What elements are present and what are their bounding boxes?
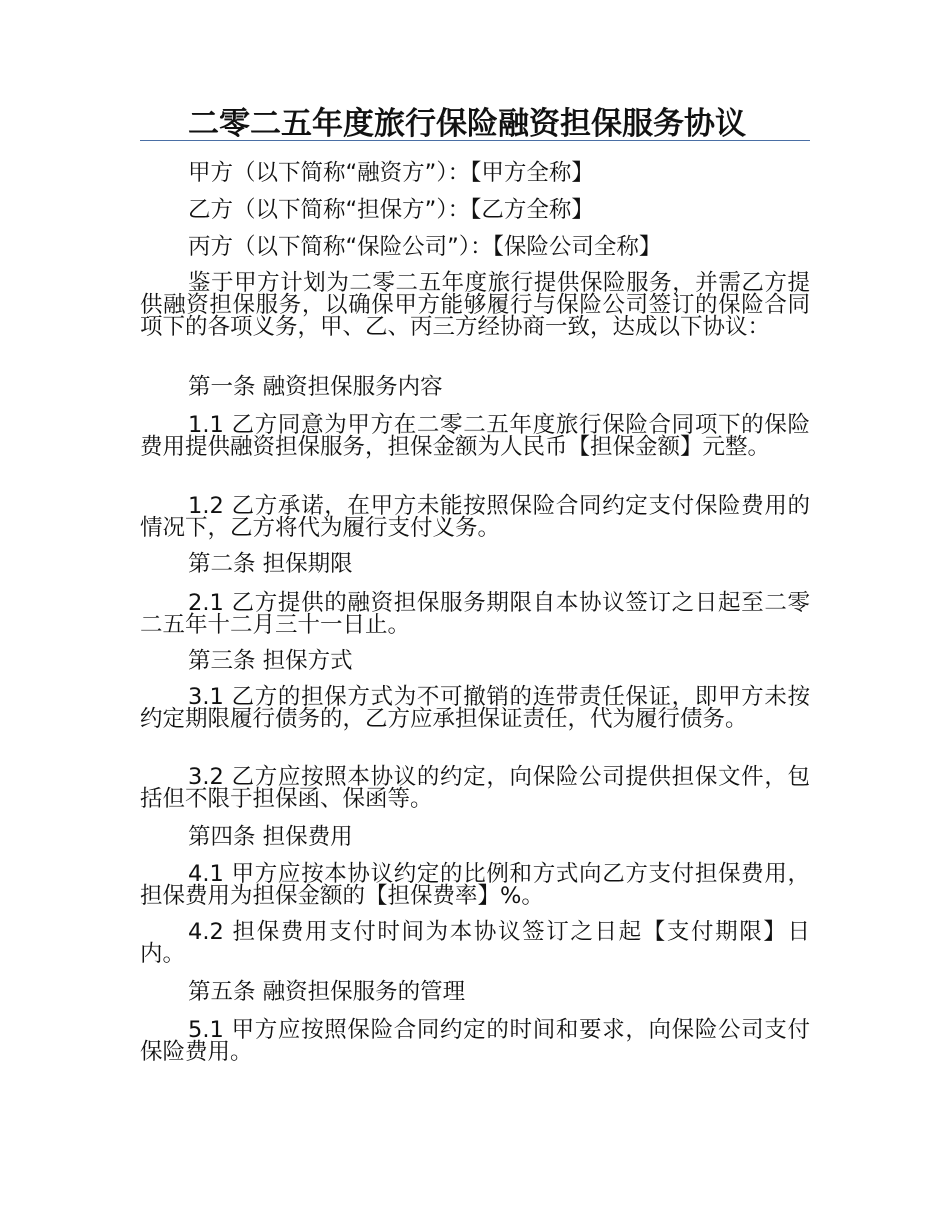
party-c-line: 丙方（以下简称“保险公司”）：【保险公司全称】 [188, 234, 662, 260]
section-4-heading: 第四条 担保费用 [188, 824, 353, 850]
preamble-paragraph: 鉴于甲方计划为二零二五年度旅行提供保险服务，并需乙方提供融资担保服务，以确保甲方能够履行与保险公司签订的保险合同项下的各项义务，甲、乙、丙三方经协商一致，达成以下协议： [140, 270, 810, 340]
clause-3-2: 3.2 乙方应按照本协议的约定，向保险公司提供担保文件，包括但不限于担保函、保函等。 [140, 764, 810, 812]
clause-2-1: 2.1 乙方提供的融资担保服务期限自本协议签订之日起至二零二五年十二月三十一日止。 [140, 590, 810, 638]
section-5-heading: 第五条 融资担保服务的管理 [188, 979, 466, 1005]
section-3-heading: 第三条 担保方式 [188, 648, 353, 674]
title-underline [140, 140, 810, 141]
clause-1-2: 1.2 乙方承诺，在甲方未能按照保险合同约定支付保险费用的情况下，乙方将代为履行支付义务。 [140, 493, 810, 541]
party-a-line: 甲方（以下简称“融资方”）：【甲方全称】 [188, 160, 594, 186]
clause-4-1: 4.1 甲方应按本协议约定的比例和方式向乙方支付担保费用，担保费用为担保金额的【担保费率】%。 [140, 861, 810, 909]
document-title: 二零二五年度旅行保险融资担保服务协议 [188, 106, 746, 142]
clause-4-2: 4.2 担保费用支付时间为本协议签订之日起【支付期限】日内。 [140, 919, 810, 967]
section-1-heading: 第一条 融资担保服务内容 [188, 374, 443, 400]
clause-1-1: 1.1 乙方同意为甲方在二零二五年度旅行保险合同项下的保险费用提供融资担保服务，担保金额为人民币【担保金额】元整。 [140, 412, 810, 460]
clause-3-1: 3.1 乙方的担保方式为不可撤销的连带责任保证，即甲方未按约定期限履行债务的，乙方应承担保证责任，代为履行债务。 [140, 684, 810, 732]
party-b-line: 乙方（以下简称“担保方”）：【乙方全称】 [188, 197, 594, 223]
section-2-heading: 第二条 担保期限 [188, 551, 353, 577]
clause-5-1: 5.1 甲方应按照保险合同约定的时间和要求，向保险公司支付保险费用。 [140, 1017, 810, 1065]
